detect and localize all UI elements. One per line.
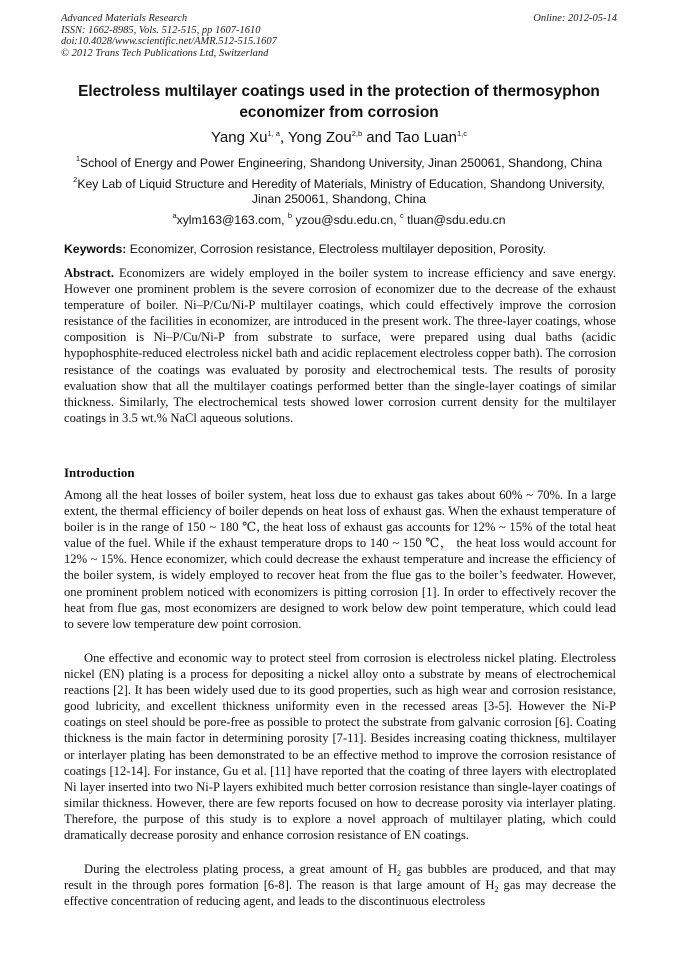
author-list (58, 129, 620, 147)
author-sup: 1, a (267, 129, 280, 138)
author-name: Yong Zou (288, 129, 352, 146)
copyright-line: © 2012 Trans Tech Publications Ltd, Switzerland (61, 47, 269, 59)
author-name: Yang Xu (211, 129, 268, 146)
keywords-text: Economizer, Corrosion resistance, Electroless multilayer deposition, Porosity. (126, 242, 547, 256)
abstract-label: Abstract. (64, 266, 115, 280)
paragraph-text: gas may decrease the effective concentration of reducing agent, and leads to the discontinuous electroless (64, 878, 616, 909)
online-date: Online: 2012-05-14 (533, 13, 617, 24)
affiliation-text: School of Energy and Power Engineering, Shandong University, Jinan 250061, Shandong, China (80, 156, 603, 170)
email-link[interactable]: xylm163@163.com, (176, 213, 288, 227)
intro-paragraph-3 (64, 861, 616, 909)
author-separator: , (279, 129, 289, 146)
section-heading-introduction: Introduction (64, 465, 135, 480)
keywords (64, 242, 616, 257)
email-sup: a (172, 211, 177, 220)
keywords-label: Keywords: (64, 242, 127, 256)
author-name: Tao Luan (395, 129, 457, 146)
email-sup: b (287, 211, 293, 220)
intro-paragraph-1: Among all the heat losses of boiler system, heat loss due to exhaust gas takes about 60% ~ 70%. In a large extent, the thermal efficiency of boiler depends on heat loss of exhaust gas. When the exhaust temperature of boiler is in the range of 150 ~ 180 ℃, the heat loss of exhaust gas accounts for 12% ~ 15% of the total heat value of the fuel. While if the exhaust temperature drops to 140 ~ 150 ℃， the heat loss would account for 12% ~ 15%. Hence economizer, which could decrease the exhaust temperature and increase the efficiency of the boiler system, is widely employed to recover heat from the flue gas to the boiler’s feedwater. However, one prominent problem noticed with economizers is pitting corrosion [1]. In order to effectively recover the heat from flue gas, most economizers are designed to work below dew point temperature, which could lead to severe low temperature dew point corrosion. (64, 488, 616, 631)
email-link[interactable]: yzou@sdu.edu.cn, (292, 213, 400, 227)
subscript: 2 (397, 869, 402, 878)
affiliation-sup: 2 (73, 175, 78, 184)
author-sup: 2,b (351, 129, 363, 138)
author-sup: 1,c (456, 129, 467, 138)
affiliation-text: Key Lab of Liquid Structure and Heredity of Materials, Ministry of Education, Shandong University, Jinan 250061, Shandong, China (77, 177, 605, 206)
affiliation-sup: 1 (75, 154, 80, 163)
doi-line: doi:10.4028/www.scientific.net/AMR.512-515.1607 (61, 36, 277, 48)
affiliation-1 (64, 156, 614, 171)
abstract-text: Economizers are widely employed in the boiler system to increase efficiency and save energy. However one prominent problem is the severe corrosion of economizer due to the decrease of the exhaust temperature of boiler. Ni–P/Cu/Ni-P multilayer coatings, which could effectively improve the corrosion resistance of the facilities in economizer, are introduced in the present work. The three-layer coatings, whose composition is Ni–P/Cu/Ni-P from substrate to surface, were prepared using dual baths (acidic hypophosphite-reduced electroless nickel bath and acidic replacement electroless copper bath). The corrosion resistance of the coatings was evaluated by porosity and electrochemical tests. The results of porosity evaluation show that all the multilayer coatings performed better than the single-layer coatings of similar thickness. Similarly, The electrochemical tests showed lower corrosion current density for the multilayer coatings in 3.5 wt.% NaCl aqueous solutions. (64, 266, 616, 425)
author-separator: and (362, 129, 396, 146)
subscript: 2 (494, 885, 499, 895)
journal-name: Advanced Materials Research (61, 13, 188, 24)
email-sup: c (399, 211, 404, 220)
email-link[interactable]: tluan@sdu.edu.cn (403, 213, 506, 227)
paragraph-text: gas bubbles are produced, and that may result in the through pores formation [6-8]. The reason is that large amount of H (64, 862, 616, 893)
paper-title: Electroless multilayer coatings used in the protection of thermosyphon economizer from corrosion (78, 83, 600, 121)
email-list (64, 213, 614, 228)
issn-line: ISSN: 1662-8985, Vols. 512-515, pp 1607-1610 (61, 24, 261, 36)
paragraph-text: During the electroless plating process, a great amount of H (84, 862, 398, 876)
intro-paragraph-2: One effective and economic way to protect steel from corrosion is electroless nickel plating. Electroless nickel (EN) plating is a process for depositing a nickel alloy onto a substrate by means of electrochemical reactions [2]. It has been widely used due to its good properties, such as high wear and corrosion resistance, good lubricity, and excellent thickness uniformity even in the recessed areas [3-5]. However the Ni-P coatings on steel should be pore-free as possible to protect the substrate from galvanic corrosion [6]. Coating thickness is the main factor in determining porosity [7-11]. Besides increasing coating thickness, multilayer or interlayer plating has been demonstrated to be an effective method to improve the corrosion resistance of coatings [12-14]. For instance, Gu et al. [11] have reported that the coating of three layers with electroplated Ni layer inserted into two Ni-P layers exhibited much better corrosion resistance than single-layer coatings of similar thickness. However, there are few reports focused on how to decrease porosity via interlayer plating. Therefore, the purpose of this study is to explore a novel approach of multilayer plating, which could dramatically decrease porosity and enhance corrosion resistance of EN coatings. (64, 651, 616, 843)
abstract (64, 265, 616, 426)
journal-header (61, 13, 617, 59)
affiliation-2 (64, 177, 614, 207)
